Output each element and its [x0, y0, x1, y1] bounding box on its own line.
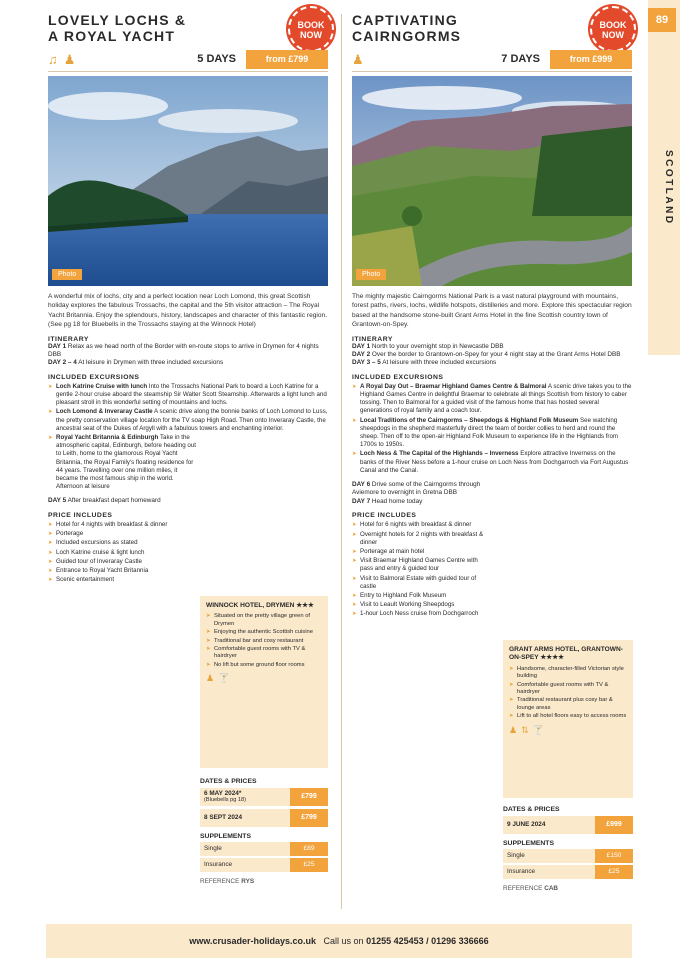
tour-meta — [352, 50, 632, 72]
list-item: ➤ Traditional bar and cosy restaurant — [206, 638, 322, 645]
itinerary-heading: ITINERARY — [48, 335, 89, 343]
list-item: ➤ Lift to all hotel floors easy to access rooms — [509, 713, 627, 720]
list-item: ➤ Situated on the pretty village green of Drymen — [206, 613, 322, 628]
loch-photo — [48, 76, 328, 286]
list-item: ➤ Loch Katrine cruise & light lunch — [48, 549, 188, 557]
supplement-row: Insurance £25 — [503, 865, 633, 879]
tour-days: 7 DAYS — [501, 53, 540, 65]
reference-code: REFERENCE CAB — [503, 885, 559, 892]
itinerary-day: DAY 1 Relax as we head north of the Border with en-route stops to arrive in Drymen for 4 nights DBB — [48, 342, 319, 359]
includes-list — [352, 521, 492, 618]
list-item: ➤ Hotel for 6 nights with breakfast & dinner — [352, 521, 492, 529]
photo-tag: Photo — [356, 269, 386, 280]
list-item: ➤ Entrance to Royal Yacht Britannia — [48, 567, 188, 575]
list-item: ➤ No lift but some ground floor rooms — [206, 662, 322, 669]
phone-numbers[interactable]: 01255 425453 / 01296 336666 — [366, 936, 489, 946]
dates-panel — [200, 774, 328, 885]
date-price: £799 — [290, 809, 328, 827]
list-item: ➤ Scenic entertainment — [48, 576, 188, 584]
list-item: ➤ Guided tour of Inveraray Castle — [48, 558, 188, 566]
list-item: ➤ Porterage at main hotel — [352, 548, 492, 556]
walking-icon: ♟ — [63, 52, 76, 67]
itinerary — [352, 343, 632, 368]
website-link[interactable]: www.crusader-holidays.co.uk — [189, 936, 316, 946]
tour-days: 5 DAYS — [197, 53, 236, 65]
list-item: ➤ Overnight hotels for 2 nights with breakfast & dinner — [352, 531, 492, 547]
hotel-name: WINNOCK HOTEL, DRYMEN ★★★ — [206, 602, 314, 609]
excursion-list — [48, 383, 328, 492]
tour-intro: A wonderful mix of lochs, city and a perfect location near Loch Lomond, this great Scottish holiday explores the fabulous Trossachs, the capital and the 5th visitor attraction – The Royal Yacht Britannia. Enjoy the splendours, history, landscapes and character of this fantastic region. (See pg 18 for Bluebells in the Trossachs staying at the Winnock Hotel) — [48, 293, 328, 329]
book-now-badge[interactable]: BOOK NOW — [288, 6, 334, 52]
itinerary-day: DAY 2 Over the border to Grantown-on-Spey for your 4 night stay at the Grant Arms Hotel DBB — [352, 351, 621, 359]
list-item: ➤ Handsome, character-filled Victorian style building — [509, 666, 627, 681]
page-number: 89 — [648, 8, 676, 32]
itinerary-day: DAY 2 – 4 At leisure in Drymen with three included excursions — [48, 359, 224, 367]
list-item: ➤ Hotel for 4 nights with breakfast & dinner — [48, 521, 188, 529]
list-item: ➤ Loch Lomond & Inveraray Castle A scenic drive along the bonnie banks of Loch Lomond to Luss, the pretty conservation village location for the TV soap High Road. Then onto Inveraray Castle, the ancestral seat of the Dukes of Argyll with a fabulous towers and enchanting interior. — [48, 408, 328, 433]
date-row: 6 MAY 2024* (Bluebells pg 18) £799 — [200, 788, 328, 806]
includes-heading: PRICE INCLUDES — [48, 511, 113, 519]
list-item: ➤ Traditional restaurant plus cosy bar & lounge areas — [509, 697, 627, 712]
list-item: ➤ Visit to Leault Working Sheepdogs — [352, 601, 492, 609]
bar-icon: 🍸 — [532, 724, 544, 735]
list-item: ➤ Royal Yacht Britannia & Edinburgh Take in the atmospheric capital, Edinburgh, before heading out to Leith, home to the glamorous Royal Yacht Britannia, the Royal Family's floating residence for 44 years. Travelling over one million miles, it became the most famous ship in the world. Afternoon at leisure — [48, 434, 198, 491]
bar-icon: 🍸 — [218, 673, 230, 684]
list-item: ➤ Porterage — [48, 530, 188, 538]
hotel-features — [206, 613, 322, 669]
book-now-badge[interactable]: BOOK NOW — [590, 6, 636, 52]
list-item: ➤ 1-hour Loch Ness cruise from Dochgarroch — [352, 610, 492, 618]
itinerary-day: DAY 3 – 5 At leisure with three included excursions — [352, 359, 497, 367]
dates-panel — [503, 802, 633, 892]
cairngorms-photo — [352, 76, 632, 286]
footer-contact-bar: www.crusader-holidays.co.uk Call us on 01255 425453 / 01296 336666 — [46, 924, 632, 958]
date-price: £999 — [595, 816, 633, 834]
itinerary-heading: ITINERARY — [352, 335, 393, 343]
tour-title: CAPTIVATING CAIRNGORMS — [352, 12, 462, 44]
list-item: ➤ Visit to Balmoral Estate with guided tour of castle — [352, 575, 492, 591]
excursion-list — [352, 383, 632, 475]
list-item: ➤ A Royal Day Out – Braemar Highland Games Centre & Balmoral A scenic drive takes you to the Highland Games Centre in delightful Braemar to celebrate all things Scottish from history to caber tossing. Then to Balmoral for a guided visit of the famous home that has hosted several generations of royal family and a coach tour. — [352, 383, 632, 416]
tour-cairngorms — [352, 12, 632, 620]
includes-list — [48, 521, 188, 584]
date-row: 8 SEPT 2024 £799 — [200, 809, 328, 827]
date-row: 9 JUNE 2024 £999 — [503, 816, 633, 834]
late-days: DAY 6 Drive some of the Cairngorms through Aviemore to overnight in Gretna DBB DAY 7 Head home today — [352, 481, 481, 505]
list-item: ➤ Loch Katrine Cruise with lunch Into the Trossachs National Park to board a Loch Katrine for a gentle 2-hour cruise aboard the steamship Sir Walter Scott Steamship. Afterwards a light lunch and pleasant stroll in this wonderful setting of mountains and lochs. — [48, 383, 328, 408]
list-item: ➤ Entry to Highland Folk Museum — [352, 592, 492, 600]
excursions-heading: INCLUDED EXCURSIONS — [352, 373, 444, 381]
hotel-panel — [200, 596, 328, 768]
walking-icon: ♟ — [206, 673, 215, 684]
list-item: ➤ Enjoying the authentic Scottish cuisine — [206, 629, 322, 636]
walking-icon: ♟ — [509, 724, 518, 735]
photo-tag: Photo — [52, 269, 82, 280]
hotel-features — [509, 666, 627, 721]
supplement-row: Insurance £25 — [200, 858, 328, 872]
tour-meta — [48, 50, 328, 72]
hotel-panel — [503, 640, 633, 798]
reference-code: REFERENCE RYS — [200, 878, 255, 885]
supplements-heading: SUPPLEMENTS — [200, 833, 251, 840]
tour-price: from £799 — [246, 50, 328, 69]
hotel-name: GRANT ARMS HOTEL, GRANTOWN-ON-SPEY ★★★★ — [509, 646, 623, 662]
includes-heading: PRICE INCLUDES — [352, 512, 417, 520]
lift-icon: ⇅ — [521, 724, 529, 735]
column-divider — [341, 14, 342, 909]
walking-icon: ♟ — [352, 52, 364, 67]
region-label: SCOTLAND — [663, 150, 674, 226]
dates-heading: DATES & PRICES — [503, 806, 560, 813]
tour-intro: The mighty majestic Cairngorms National Park is a vast natural playground with mountains, forest paths, rivers, lochs, wildlife hotspots, distilleries and more. Explore this spectacular region based at the handsome stone-built Grant Arms Hotel in the fine Scottish country town of Grantown-on-Spey. — [352, 293, 632, 329]
list-item: ➤ Visit Braemar Highland Games Centre with pass and entry & guided tour — [352, 557, 492, 573]
list-item: ➤ Comfortable guest rooms with TV & hairdryer — [206, 646, 322, 661]
dates-heading: DATES & PRICES — [200, 778, 257, 785]
supplements-heading: SUPPLEMENTS — [503, 840, 554, 847]
list-item: ➤ Local Traditions of the Cairngorms – Sheepdogs & Highland Folk Museum See watching sheepdogs in the shepherd masterfully direct the team of border collies to herd and round the sheep. Then off to the open-air Highland Folk Museum to experience life in the Highlands from 1700s to 1950s. — [352, 417, 632, 450]
tour-title: LOVELY LOCHS & A ROYAL YACHT — [48, 12, 187, 44]
final-day: DAY 5 After breakfast depart homeward — [48, 497, 161, 505]
music-icon: ♫ — [48, 52, 58, 67]
list-item: ➤ Included excursions as stated — [48, 539, 188, 547]
date-price: £799 — [290, 788, 328, 806]
itinerary-day: DAY 1 North to your overnight stop in Newcastle DBB — [352, 342, 504, 350]
itinerary — [48, 343, 328, 368]
supplement-row: Single £89 — [200, 842, 328, 856]
list-item: ➤ Comfortable guest rooms with TV & hairdryer — [509, 682, 627, 697]
excursions-heading: INCLUDED EXCURSIONS — [48, 373, 140, 381]
tour-price: from £999 — [550, 50, 632, 69]
list-item: ➤ Loch Ness & The Capital of the Highlands – Inverness Explore attractive Inverness on the banks of the River Ness before a 1-hour cruise on Loch Ness from Dochgarroch via Fort Augustus Canal and the Canal. — [352, 450, 632, 475]
supplement-row: Single £150 — [503, 849, 633, 863]
tour-lochs — [48, 12, 328, 585]
